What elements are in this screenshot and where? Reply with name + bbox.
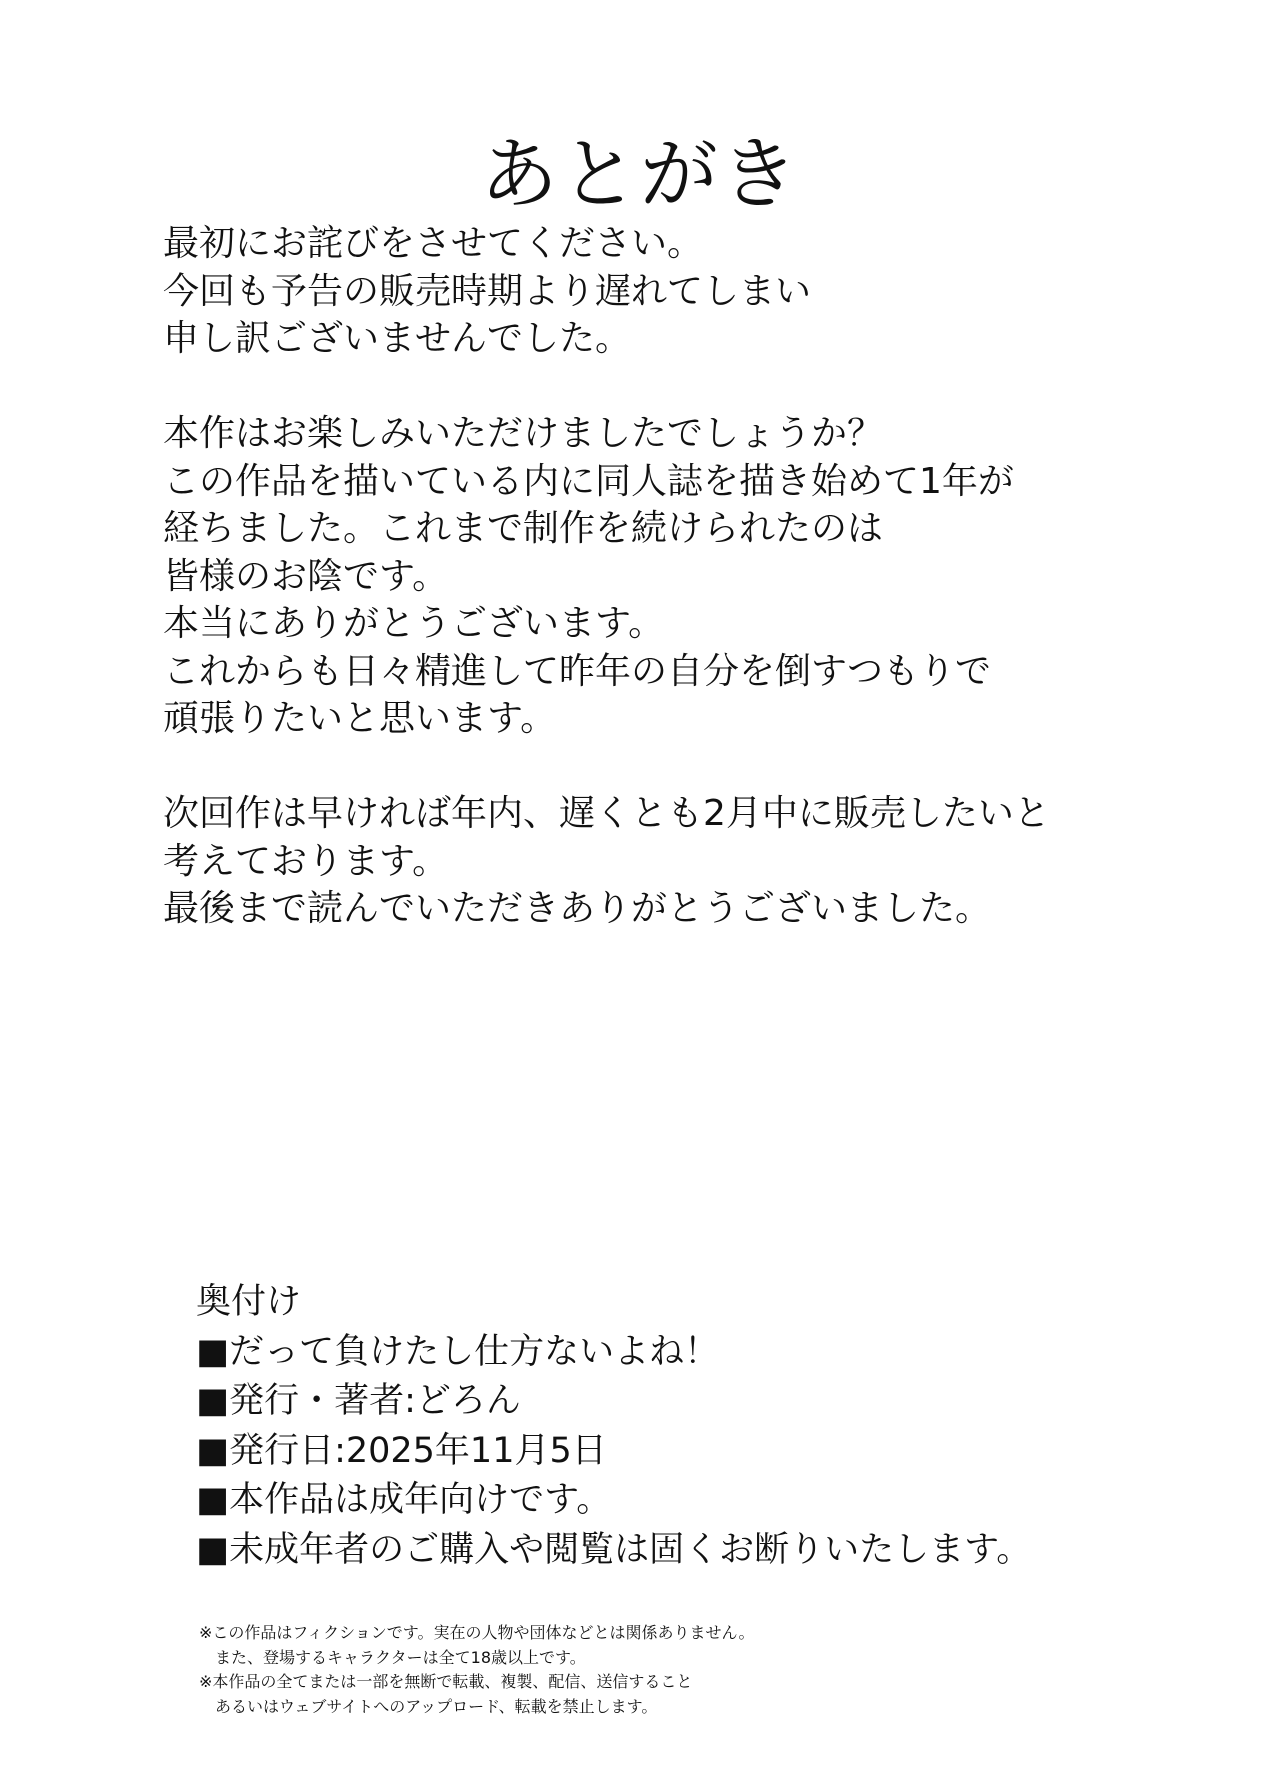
text-line: 最初にお詫びをさせてください。	[163, 223, 704, 264]
colophon-heading: 奥付け	[196, 1282, 302, 1322]
note-line: ※本作品の全てまたは一部を無断で転載、複製、配信、送信すること	[199, 1672, 693, 1691]
colophon-item-date: ■発行日:2025年11月5日	[196, 1430, 607, 1471]
text-line: 本作はお楽しみいただけましたでしょうか？	[163, 413, 884, 454]
text-line: 次回作は早ければ年内、遅くとも2月中に販売したいと	[163, 793, 1050, 834]
colophon	[196, 1278, 1236, 1575]
text-line: 頑張りたいと思います。	[163, 698, 557, 739]
text-line: 今回も予告の販売時期より遅れてしまい	[163, 270, 812, 312]
colophon-item-minors: ■未成年者のご購入や閲覧は固くお断りいたします。	[196, 1529, 1032, 1570]
colophon-item-rating: ■本作品は成年向けです。	[196, 1480, 612, 1520]
note-line: また、登場するキャラクターは全て18歳以上です。	[199, 1647, 586, 1667]
paragraph-spacer	[163, 743, 1223, 791]
text-line: 皆様のお陰です。	[163, 555, 449, 597]
thanks-paragraph	[163, 410, 1223, 743]
paragraph-spacer	[163, 363, 1223, 411]
text-line: この作品を描いている内に同人誌を描き始めて1年が	[163, 460, 1014, 502]
colophon-item-title: ■だって負けたし仕方ないよね！	[196, 1331, 720, 1372]
note-line: あるいはウェブサイトへのアップロード、転載を禁止します。	[199, 1696, 658, 1716]
text-line: 考えております。	[163, 840, 449, 882]
text-line: これからも日々精進して昨年の自分を倒すつもりで	[163, 650, 992, 692]
colophon-item-author: ■発行・著者:どろん	[196, 1381, 521, 1421]
text-line: 本当にありがとうございます。	[163, 603, 665, 644]
note-line: ※この作品はフィクションです。実在の人物や団体などとは関係ありません。	[199, 1623, 755, 1642]
afterword-body	[163, 220, 1223, 933]
apology-paragraph	[163, 220, 1223, 363]
page-title: あとがき	[479, 130, 800, 221]
disclaimer-notes	[199, 1621, 1199, 1719]
text-line: 経ちました。これまで制作を続けられたのは	[163, 508, 884, 549]
next-work-paragraph	[163, 790, 1223, 933]
text-line: 申し訳ございませんでした。	[163, 318, 632, 359]
text-line: 最後まで読んでいただきありがとうございました。	[163, 888, 992, 929]
